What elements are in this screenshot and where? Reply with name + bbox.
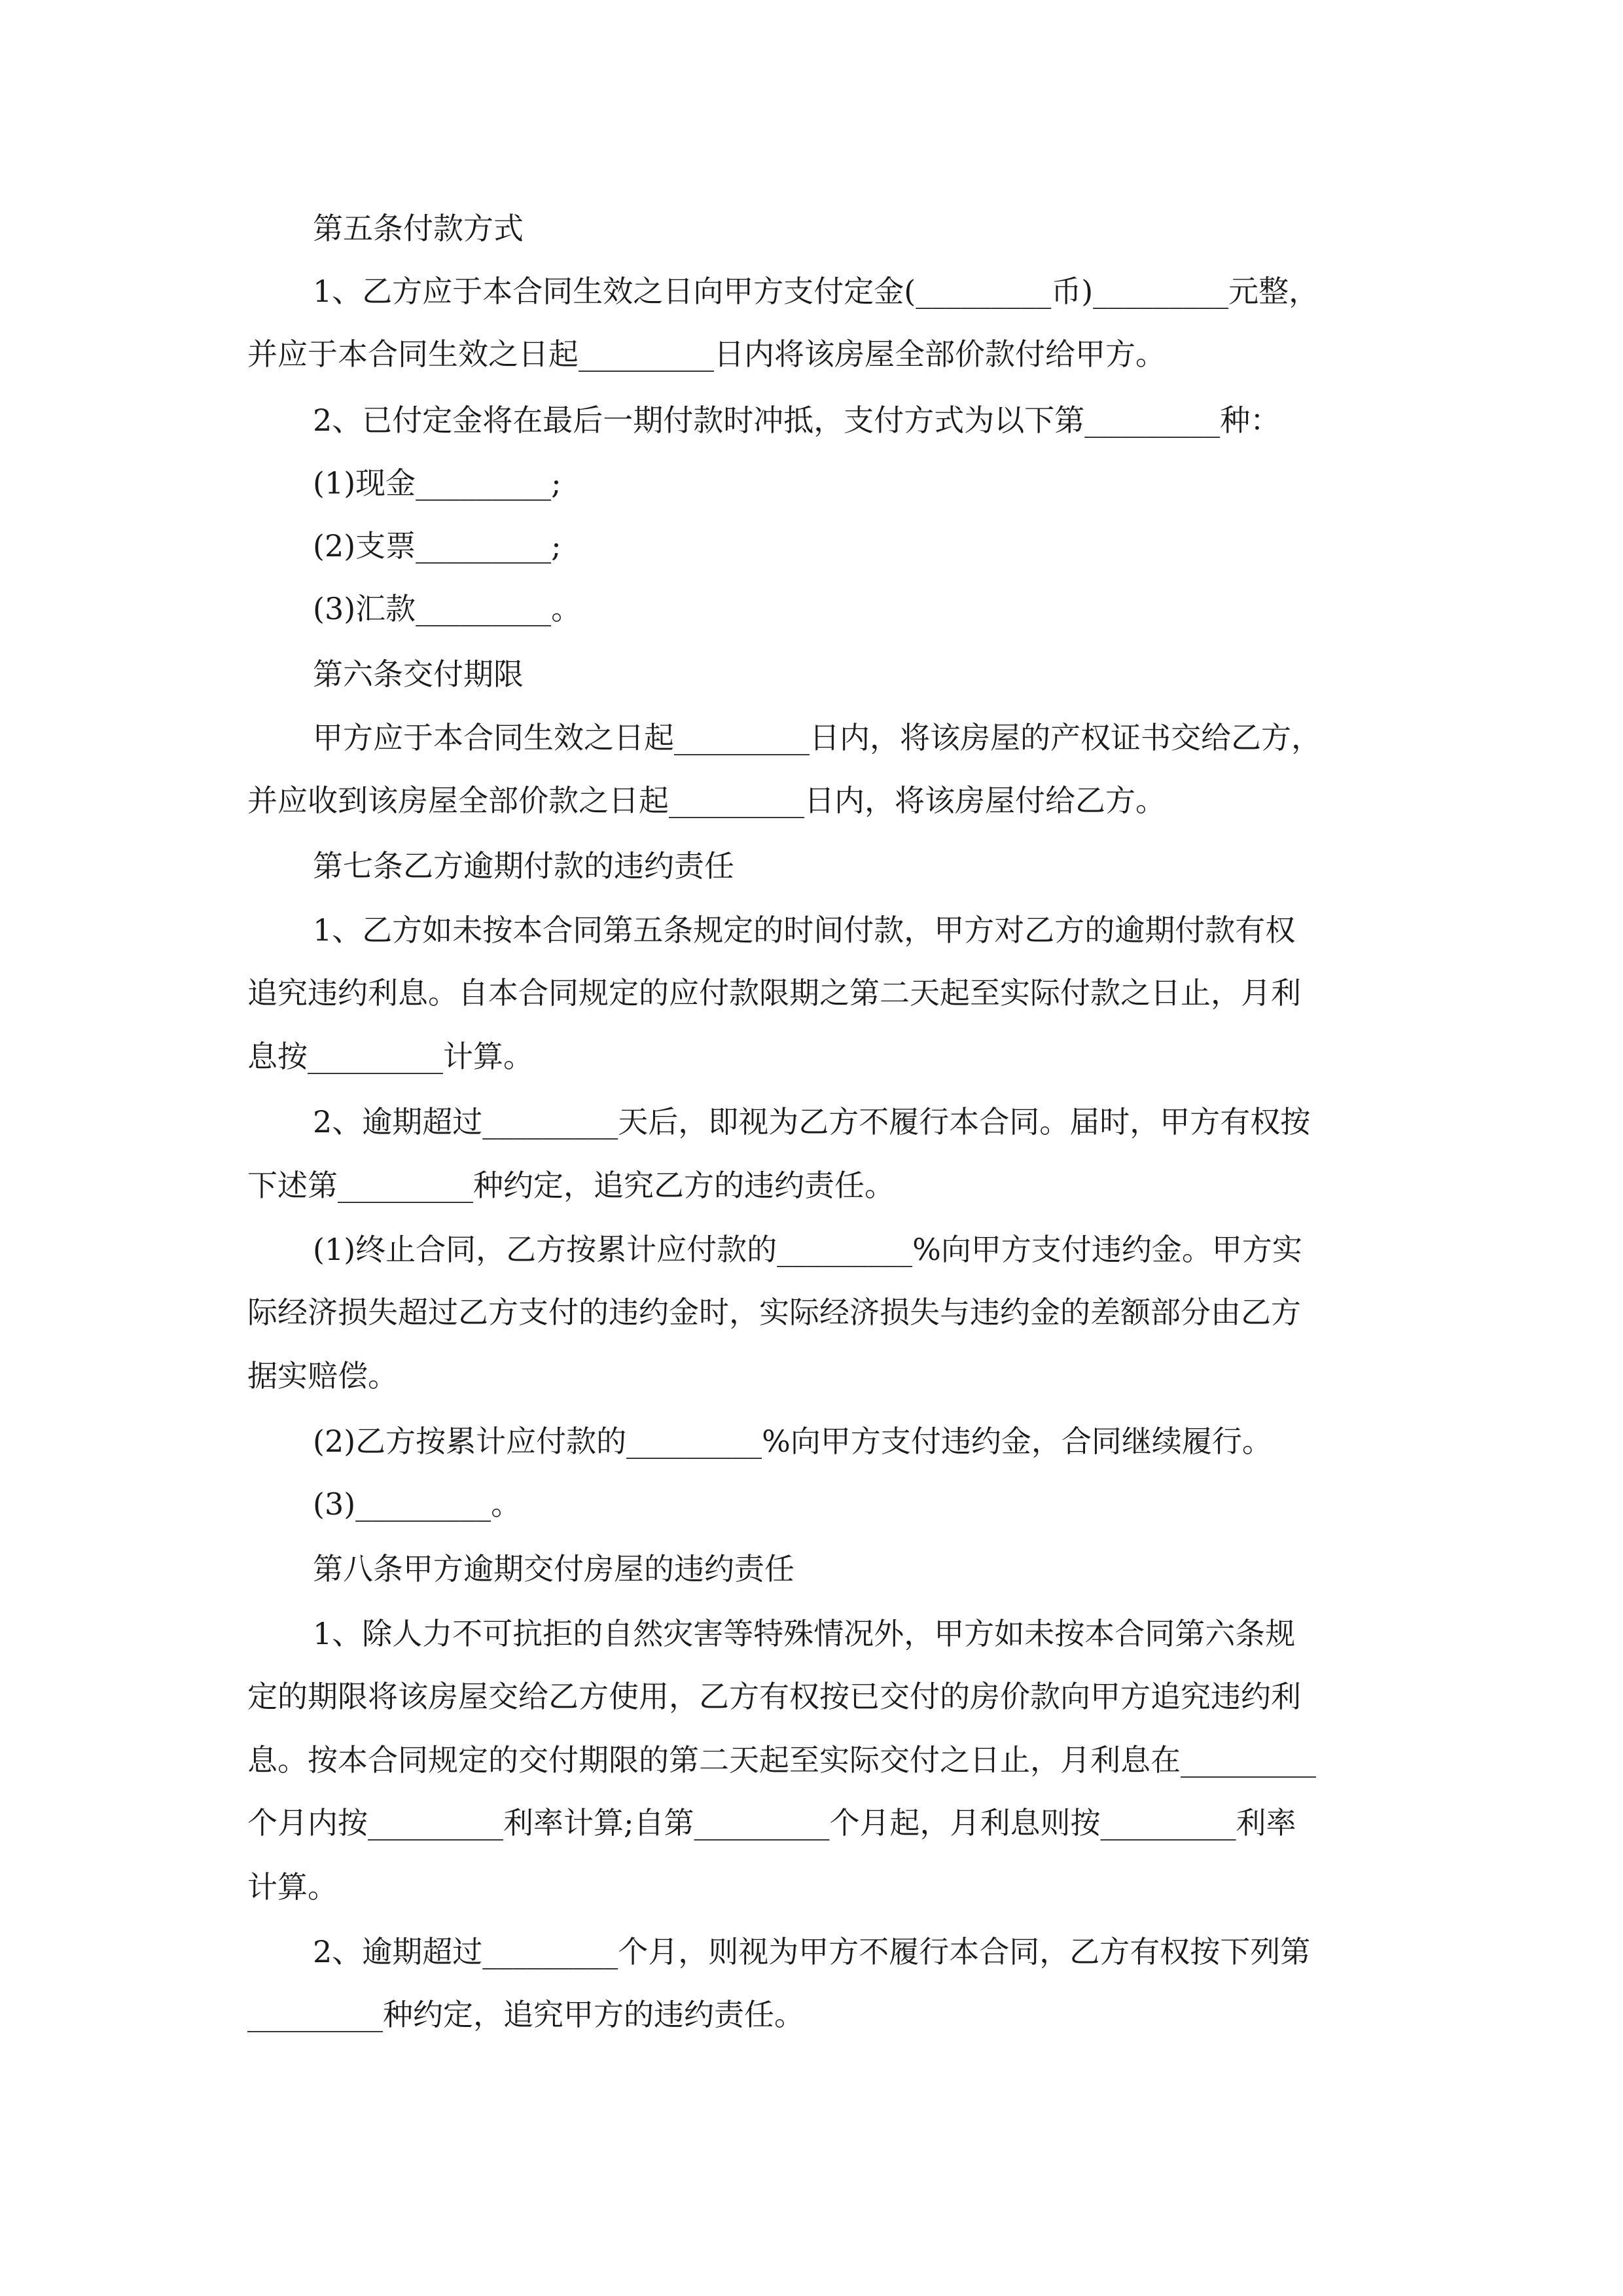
paragraph-line: 2、逾期超过_________天后，即视为乙方不履行本合同。届时，甲方有权按 [313,1104,1311,1139]
paragraph-line: (2)乙方按累计应付款的_________%向甲方支付违约金，合同继续履行。 [313,1424,1272,1459]
paragraph-line: 1、除人力不可抗拒的自然灾害等特殊情况外，甲方如未按本合同第六条规 [313,1616,1296,1651]
paragraph-line: 际经济损失超过乙方支付的违约金时，实际经济损失与违约金的差额部分由乙方 [247,1295,1301,1330]
paragraph-line: 2、逾期超过_________个月，则视为甲方不履行本合同，乙方有权按下列第 [313,1934,1311,1969]
option-line: (3)_________。 [313,1486,522,1522]
paragraph-line: 并应收到该房屋全部价款之日起_________日内，将该房屋付给乙方。 [247,783,1166,818]
paragraph-line: 2、已付定金将在最后一期付款时冲抵，支付方式为以下第_________种： [313,403,1281,438]
paragraph-line: 个月内按_________利率计算;自第_________个月起，月利息则按_________利率 [247,1805,1296,1840]
paragraph-line: 并应于本合同生效之日起_________日内将该房屋全部价款付给甲方。 [247,336,1166,372]
article-7-heading: 第七条乙方逾期付款的违约责任 [313,848,734,884]
paragraph-line: 追究违约利息。自本合同规定的应付款限期之第二天起至实际付款之日止，月利 [247,975,1301,1011]
paragraph-line: 下述第_________种约定，追究乙方的违约责任。 [247,1168,895,1203]
paragraph-line: _________种约定，追究甲方的违约责任。 [247,1997,804,2032]
article-8-heading: 第八条甲方逾期交付房屋的违约责任 [313,1551,794,1587]
option-line: (2)支票_________; [313,528,562,564]
paragraph-line: 定的期限将该房屋交给乙方使用，乙方有权按已交付的房价款向甲方追究违约利 [247,1679,1301,1714]
paragraph-line: 息。按本合同规定的交付期限的第二天起至实际交付之日止，月利息在_________ [247,1742,1316,1778]
paragraph-line: 1、乙方如未按本合同第五条规定的时间付款，甲方对乙方的逾期付款有权 [313,912,1296,948]
paragraph-line: 甲方应于本合同生效之日起_________日内，将该房屋的产权证书交给乙方， [313,720,1321,755]
paragraph-line: 息按_________计算。 [247,1039,533,1074]
article-5-heading: 第五条付款方式 [313,211,524,246]
option-line: (3)汇款_________。 [313,591,582,626]
paragraph-line: 计算。 [247,1869,338,1905]
option-line: (1)现金_________; [313,465,562,501]
paragraph-line: (1)终止合同，乙方按累计应付款的_________%向甲方支付违约金。甲方实 [313,1232,1302,1267]
article-6-heading: 第六条交付期限 [313,656,524,692]
paragraph-line: 1、乙方应于本合同生效之日向甲方支付定金(_________币)_________元整， [313,274,1319,309]
paragraph-line: 据实赔偿。 [247,1358,398,1393]
